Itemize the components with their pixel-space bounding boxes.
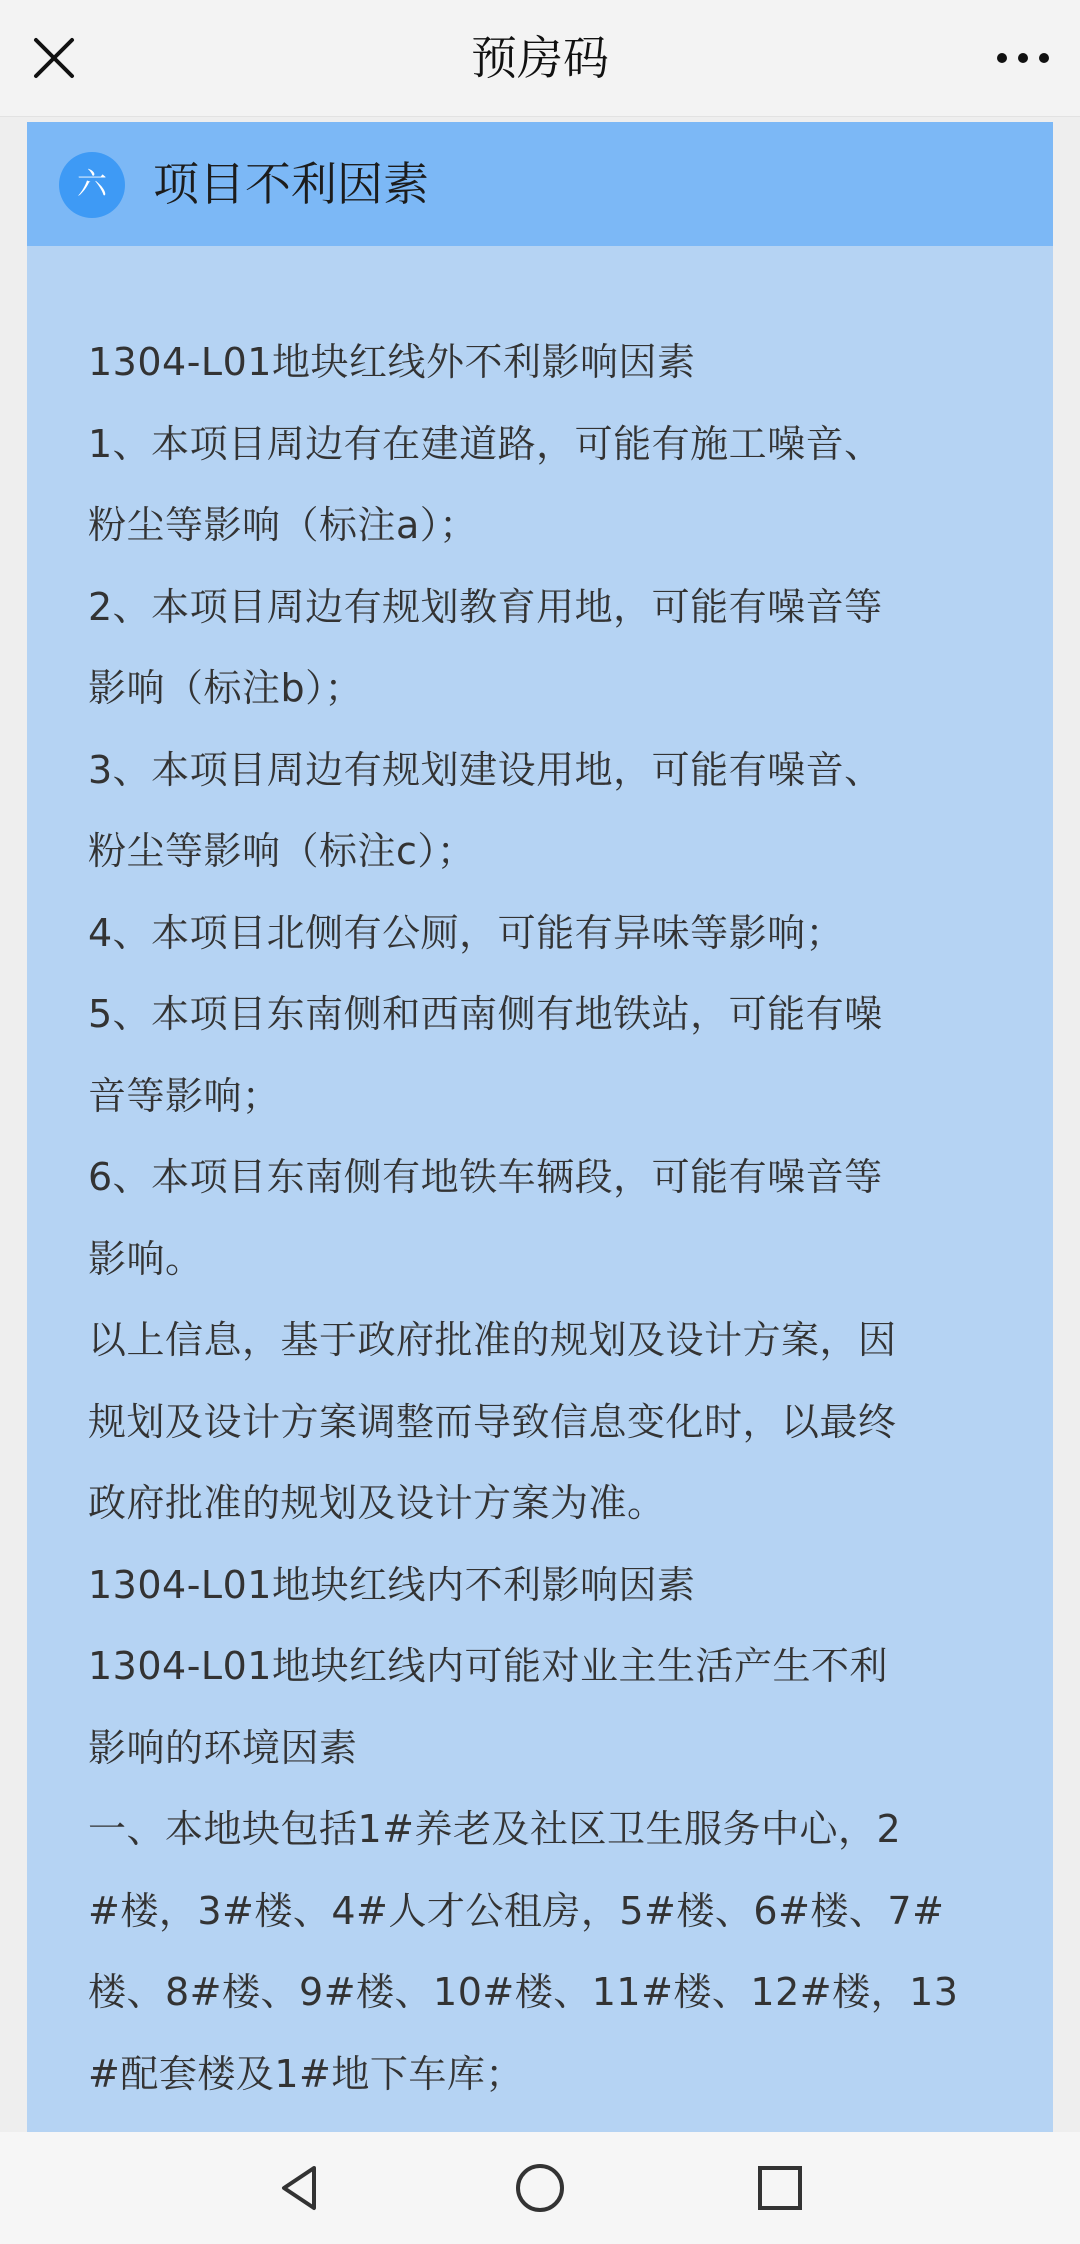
text-line: 1、本项目周边有在建道路，可能有施工噪音、: [88, 421, 883, 466]
nav-recent-button[interactable]: [748, 2156, 812, 2220]
text-line: 政府批准的规划及设计方案为准。: [88, 1481, 666, 1525]
nav-back-icon: [268, 2156, 332, 2220]
text-line: 2、本项目周边有规划教育用地，可能有噪音等: [88, 584, 883, 629]
text-line: 音等影响；: [88, 1073, 281, 1118]
text-line: 1304-L01地块红线内可能对业主生活产生不利: [88, 1644, 888, 1688]
section-number-badge: 六: [59, 152, 125, 218]
content-card: [27, 122, 1053, 2132]
text-line: 1304-L01地块红线内不利影响因素: [88, 1562, 696, 1607]
text-line: 6、本项目东南侧有地铁车辆段，可能有噪音等: [88, 1155, 883, 1199]
text-line: 以上信息，基于政府批准的规划及设计方案，因: [88, 1318, 897, 1362]
page-title: 预房码: [471, 31, 609, 85]
text-line: 1304-L01地块红线外不利影响因素: [88, 340, 696, 384]
section-header: [27, 122, 1053, 246]
close-button[interactable]: [18, 22, 90, 94]
text-line: 影响（标注b）；: [88, 666, 364, 710]
text-line: 规划及设计方案调整而导致信息变化时，以最终: [88, 1399, 897, 1444]
section-body: [88, 322, 1028, 2197]
close-icon: [18, 22, 90, 94]
text-line: 粉尘等影响（标注c）；: [88, 829, 476, 873]
text-line: #配套楼及1#地下车库；: [88, 2051, 524, 2096]
text-line: #楼，3#楼、4#人才公租房，5#楼、6#楼、7#: [88, 1888, 945, 1933]
text-line: 3、本项目周边有规划建设用地，可能有噪音、: [88, 747, 883, 792]
system-nav-bar: [0, 2132, 1080, 2244]
nav-home-icon: [508, 2156, 572, 2220]
text-line: 楼、8#楼、9#楼、10#楼、11#楼、12#楼，13: [88, 1970, 959, 2014]
text-line: 一、本地块包括1#养老及社区卫生服务中心，2: [88, 1807, 902, 1851]
text-line: 影响。: [88, 1236, 204, 1281]
section-title: 项目不利因素: [153, 157, 429, 211]
nav-back-button[interactable]: [268, 2156, 332, 2220]
top-bar: [0, 0, 1080, 117]
text-line: 影响的环境因素: [88, 1725, 358, 1770]
text-line: 5、本项目东南侧和西南侧有地铁站，可能有噪: [88, 992, 883, 1036]
nav-recent-icon: [748, 2156, 812, 2220]
text-line: 粉尘等影响（标注a）；: [88, 503, 478, 547]
text-line: 4、本项目北侧有公厕，可能有异味等影响；: [88, 910, 845, 955]
nav-home-button[interactable]: [508, 2156, 572, 2220]
more-icon: [980, 22, 1066, 94]
more-button[interactable]: [980, 22, 1066, 94]
